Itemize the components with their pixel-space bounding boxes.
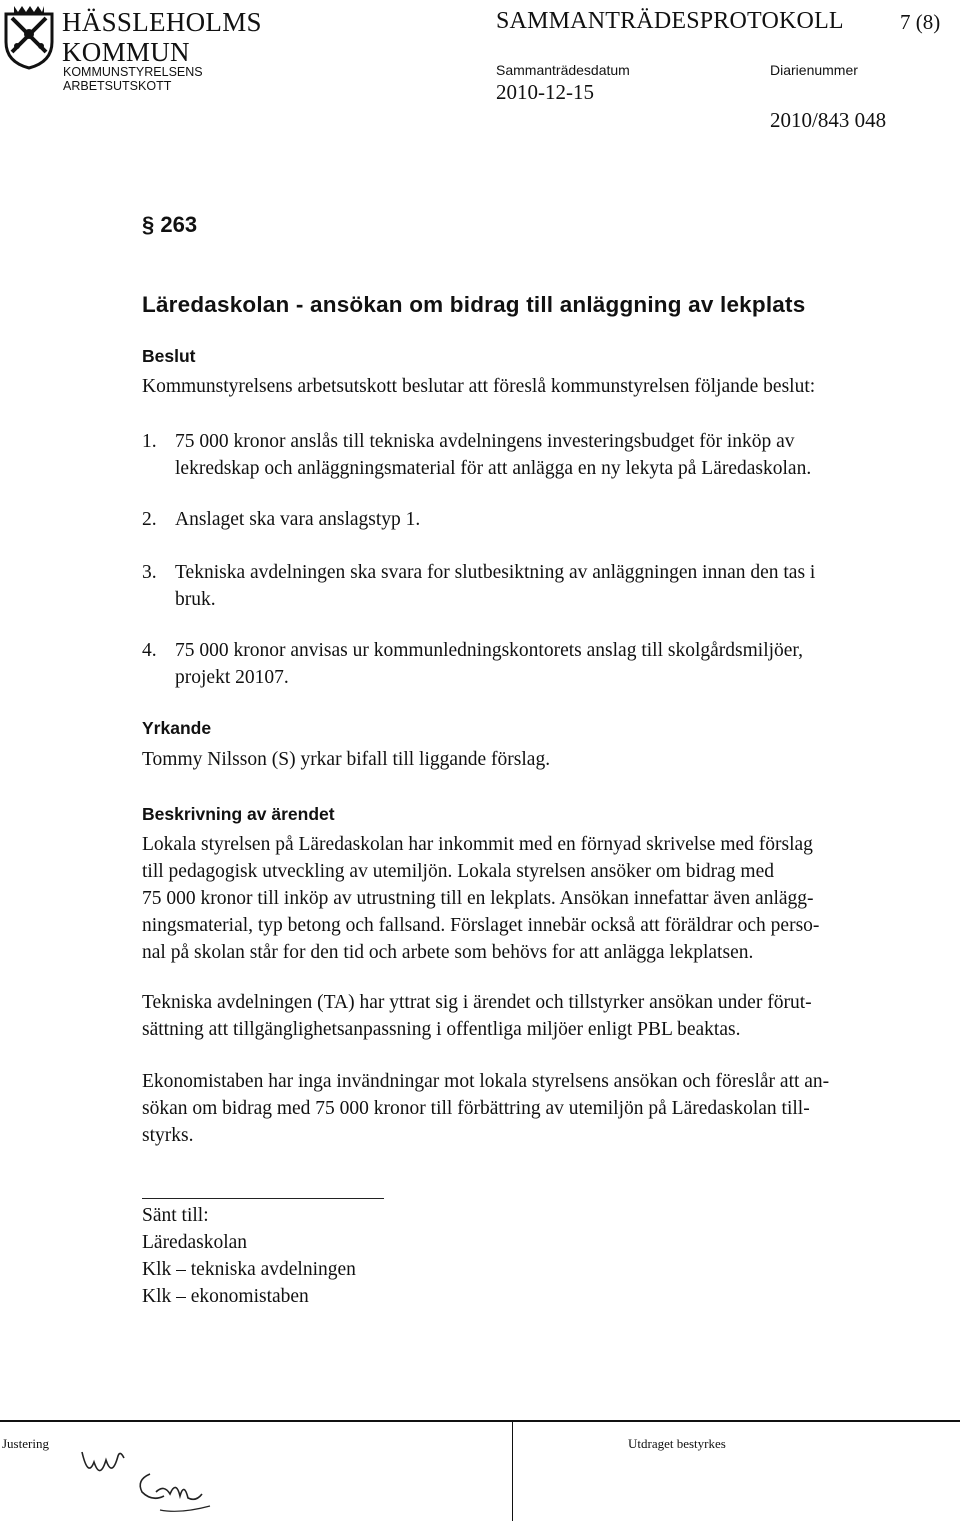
page-number: 7 (8) bbox=[900, 10, 941, 34]
page-title: Läredaskolan - ansökan om bidrag till anläggning av lekplats bbox=[142, 292, 806, 317]
list-item bbox=[142, 428, 942, 482]
text-line: till pedagogisk utveckling av utemiljön. Lokala styrelsen ansöker om bidrag med bbox=[142, 861, 774, 882]
paragraph-number: § 263 bbox=[142, 212, 198, 237]
list-item bbox=[142, 559, 942, 613]
text-line: sökan om bidrag med 75 000 kronor till förbättring av utemiljön på Läredaskolan till- bbox=[142, 1098, 810, 1119]
list-item-text-line: Tekniska avdelningen ska svara for slutbesiktning av anläggningen innan den tas i bbox=[175, 562, 816, 583]
list-item-text-line: Anslaget ska vara anslagstyp 1. bbox=[175, 509, 421, 530]
list-item-text-line: lekredskap och anläggningsmaterial för att anlägga en ny lekyta på Läredaskolan. bbox=[175, 458, 812, 479]
municipal-crest-icon bbox=[2, 4, 56, 70]
list-item-text-line: 75 000 kronor anslås till tekniska avdelningens investeringsbudget för inköp av bbox=[175, 431, 795, 452]
meeting-date-label: Sammanträdesdatum bbox=[496, 62, 630, 78]
heading-beskrivning: Beskrivning av ärendet bbox=[142, 804, 335, 824]
recipient: Klk – tekniska avdelningen bbox=[142, 1259, 356, 1280]
text-line: Tekniska avdelningen (TA) har yttrat sig i ärendet och tillstyrker ansökan under förut- bbox=[142, 992, 812, 1013]
text-line: styrks. bbox=[142, 1125, 194, 1146]
justering-label: Justering bbox=[2, 1436, 49, 1451]
text-line: nal på skolan står for den tid och arbete som behövs for att anlägga lekplatsen. bbox=[142, 942, 754, 963]
certified-label: Utdraget bestyrkes bbox=[628, 1436, 726, 1451]
distribution-list bbox=[142, 1202, 356, 1310]
protocol-title: SAMMANTRÄDESPROTOKOLL bbox=[496, 8, 844, 34]
org-unit: KOMMUNSTYRELSENS bbox=[63, 65, 203, 79]
registration-number-label: Diarienummer bbox=[770, 62, 858, 78]
text-line: 75 000 kronor till inköp av utrustning till en lekplats. Ansökan innefattar även anlägg- bbox=[142, 888, 814, 909]
beskrivning-paragraph-3 bbox=[142, 1068, 952, 1149]
list-item-text-line: projekt 20107. bbox=[175, 667, 289, 688]
org-unit-line2: ARBETSUTSKOTT bbox=[63, 79, 172, 93]
text-line: ningsmaterial, typ betong och fallsand. Förslaget innebär också att föräldrar och perso- bbox=[142, 915, 820, 936]
footer-divider bbox=[0, 1420, 960, 1422]
list-item-number: 4. bbox=[142, 640, 157, 661]
divider bbox=[142, 1198, 384, 1199]
list-item-text-line: 75 000 kronor anvisas ur kommunledningskontorets anslag till skolgårdsmiljöer, bbox=[175, 640, 804, 661]
org-name-line2: KOMMUN bbox=[62, 37, 190, 67]
heading-yrkande: Yrkande bbox=[142, 718, 212, 738]
text-line: sättning att tillgänglighetsanpassning i offentliga miljöer enligt PBL beaktas. bbox=[142, 1019, 741, 1040]
list-item-number: 2. bbox=[142, 509, 157, 530]
list-item bbox=[142, 637, 942, 691]
signature-scribble-icon bbox=[60, 1440, 260, 1520]
text-line: Lokala styrelsen på Läredaskolan har inkommit med en förnyad skrivelse med förslag bbox=[142, 834, 813, 855]
footer-column-divider bbox=[512, 1420, 513, 1521]
recipient: Läredaskolan bbox=[142, 1232, 248, 1253]
beslut-intro: Kommunstyrelsens arbetsutskott beslutar att föreslå kommunstyrelsen följande beslut: bbox=[142, 376, 816, 397]
list-item-number: 3. bbox=[142, 562, 157, 583]
beskrivning-paragraph-2 bbox=[142, 989, 952, 1043]
org-name: HÄSSLEHOLMS bbox=[62, 7, 262, 37]
list-item-number: 1. bbox=[142, 431, 157, 452]
list-item-text-line: bruk. bbox=[175, 589, 216, 610]
yrkande-text: Tommy Nilsson (S) yrkar bifall till liggande förslag. bbox=[142, 749, 551, 770]
distribution-label: Sänt till: bbox=[142, 1205, 209, 1226]
list-item bbox=[142, 506, 942, 533]
registration-number: 2010/843 048 bbox=[770, 108, 887, 132]
recipient: Klk – ekonomistaben bbox=[142, 1286, 309, 1307]
meeting-date: 2010-12-15 bbox=[496, 80, 594, 104]
heading-beslut: Beslut bbox=[142, 346, 196, 366]
beskrivning-paragraph-1 bbox=[142, 831, 952, 966]
text-line: Ekonomistaben har inga invändningar mot lokala styrelsens ansökan och föreslår att an- bbox=[142, 1071, 830, 1092]
